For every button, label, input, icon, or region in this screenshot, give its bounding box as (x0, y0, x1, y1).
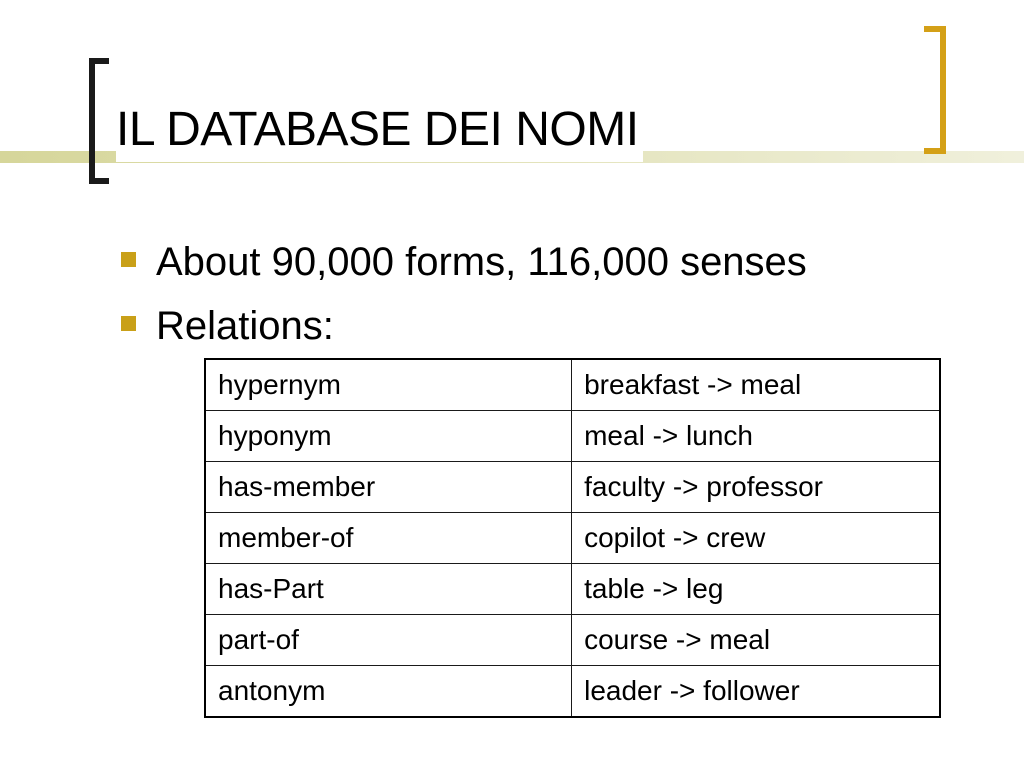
example-cell: leader -> follower (572, 666, 940, 718)
bullet-text: About 90,000 forms, 116,000 senses (156, 240, 807, 284)
example-cell: meal -> lunch (572, 411, 940, 462)
table-row (205, 666, 940, 718)
bullet-item (118, 294, 807, 358)
bullet-item (118, 230, 807, 294)
bullet-text: Relations: (156, 304, 334, 348)
relation-cell: part-of (205, 615, 572, 666)
example-cell: copilot -> crew (572, 513, 940, 564)
bullet-list (118, 230, 807, 358)
right-bracket-decoration (924, 26, 946, 154)
table-row (205, 513, 940, 564)
example-cell: course -> meal (572, 615, 940, 666)
example-cell: faculty -> professor (572, 462, 940, 513)
table-row (205, 359, 940, 411)
relation-cell: has-Part (205, 564, 572, 615)
relations-table (204, 358, 941, 718)
table-row (205, 615, 940, 666)
relation-cell: hypernym (205, 359, 572, 411)
table-row (205, 564, 940, 615)
left-bracket-decoration (89, 58, 109, 184)
relation-cell: has-member (205, 462, 572, 513)
relation-cell: antonym (205, 666, 572, 718)
relation-cell: hyponym (205, 411, 572, 462)
square-bullet-icon (121, 316, 136, 331)
table-row (205, 411, 940, 462)
square-bullet-icon (121, 252, 136, 267)
slide-title: IL DATABASE DEI NOMI (116, 98, 643, 162)
relation-cell: member-of (205, 513, 572, 564)
example-cell: breakfast -> meal (572, 359, 940, 411)
table-row (205, 462, 940, 513)
example-cell: table -> leg (572, 564, 940, 615)
